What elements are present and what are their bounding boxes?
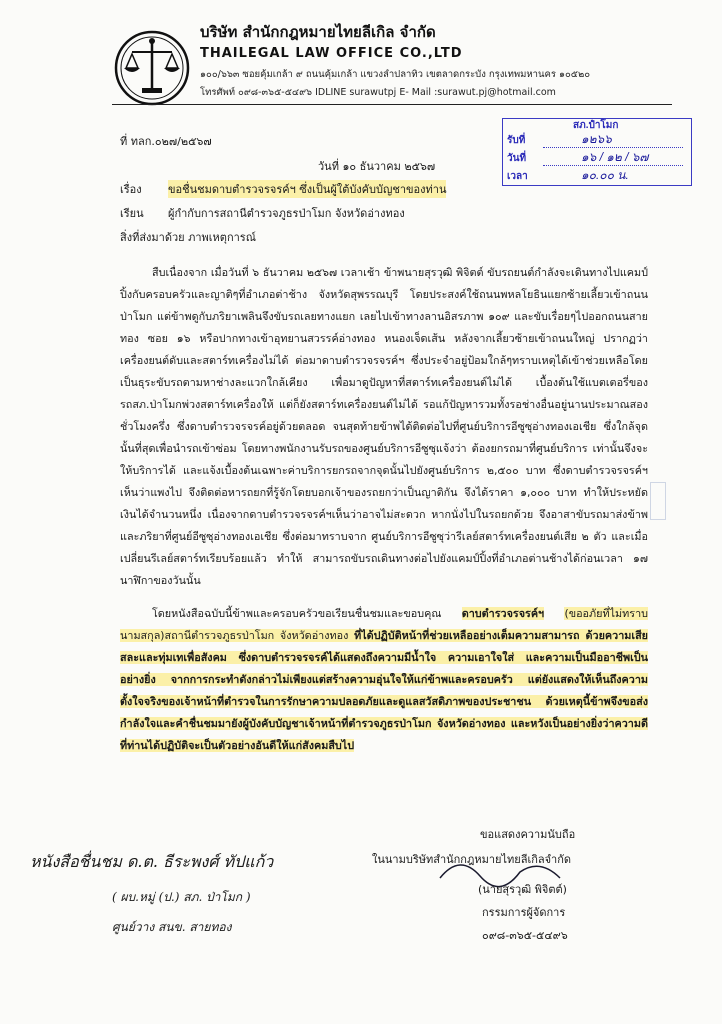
para2-lead: โดยหนังสือฉบับนี้ข้าพและครอบครัวขอเรียนชื่นชมและขอบคุณ [152, 607, 442, 620]
document-date: วันที่ ๑๐ ธันวาคม ๒๕๖๗ [318, 160, 436, 173]
company-address: ๑๐๐/๖๖๓ ซอยคุ้มเกล้า ๙ ถนนคุ้มเกล้า แขวงลำปลาทิว เขตลาดกระบัง กรุงเทพมหานคร ๑๐๕๒๐ [200, 69, 591, 80]
signer-name: (นายสุรวุฒิ พิจิตต์) [478, 883, 567, 896]
para2-officer-name: ดาบตำรวจรจรค์ฯ [461, 607, 545, 620]
attachment-line: สิ่งที่ส่งมาด้วย ภาพเหตุการณ์ [120, 231, 256, 244]
letterhead-divider [112, 104, 672, 105]
company-logo [112, 28, 192, 108]
company-name-thai: บริษัท สำนักกฎหมายไทยลีเกิล จำกัด [200, 23, 436, 41]
handwritten-note-title: หนังสือชื่นชม ด.ต. ธีระพงศ์ ทัปแก้ว [30, 852, 274, 871]
para2-praise: ที่ได้ปฏิบัติหน้าที่ช่วยเหลืออย่างเต็มความสามารถ ด้วยความเสียสละและทุ่มเทเพื่อสังคม ซึ่งดาบตำรวจรจรค์ได้แสดงถึงความมีน้ำใจ ความเอาใจใส่ และความเป็นมืออาชีพเป็นอย่างยิ่ง จากการกระทำดังกล่าวไม่เพียงแต่สร้างความอุ่นใจให้แก่ข้าพและครอบครัว แต่ยังแสดงให้เห็นถึงความตั้งใจจริงของเจ้าหน้าที่ตำรวจในการรักษาความปลอดภัยและดูแลสวัสดิภาพของประชาชน ด้วยเหตุนี้ข้าพจึงขอส่งกำลังใจและคำชื่นชมมายังผู้บังคับบัญชาเจ้าหน้าที่ตำรวจภูธรป่าโมก จังหวัดอ่างทอง และหวังเป็นอย่างยิ่งว่าความดีที่ท่านได้ปฏิบัติจะเป็นตัวอย่างอันดีให้แก่สังคมสืบไป [120, 629, 648, 752]
body-paragraph-2 [120, 603, 648, 757]
stamp-value-date: ๑๖ / ๑๒ / ๖๗ [581, 150, 649, 164]
on-behalf-line: ในนามบริษัทสำนักกฎหมายไทยลีเกิลจำกัด [372, 853, 572, 866]
faint-checkbox-mark [650, 482, 666, 520]
closing-salutation: ขอแสดงความนับถือ [480, 828, 576, 841]
subject-text: ขอชื่นชมดาบตำรวจรจรค์ฯ ซึ่งเป็นผู้ใต้บังคับบัญชาของท่าน [168, 180, 446, 198]
document-number: ที่ ทลก.๐๒๗/๒๕๖๗ [120, 135, 212, 148]
stamp-value-receipt: ๑๒๖๖ [581, 132, 612, 146]
para2-station: (ขออภัยที่ไม่ทราบนามสกุล)สถานีตำรวจภูธรป่าโมก จังหวัดอ่างทอง [120, 607, 648, 642]
subject-label: เรื่อง [120, 183, 142, 196]
signer-phone: ๐๙๘-๓๖๕-๕๔๙๖ [482, 929, 568, 942]
company-name-english: THAILEGAL LAW OFFICE CO.,LTD [200, 46, 463, 61]
recipient-text: ผู้กำกับการสถานีตำรวจภูธรป่าโมก จังหวัดอ่างทอง [168, 207, 405, 220]
stamp-label-time: เวลา [507, 171, 528, 182]
stamp-label-receipt: รับที่ [507, 135, 526, 146]
stamp-value-time: ๑๐.๐๐ น. [581, 168, 629, 182]
signer-title: กรรมการผู้จัดการ [482, 906, 566, 919]
body-paragraph-1: สืบเนื่องจาก เมื่อวันที่ ๖ ธันวาคม ๒๕๖๗ เวลาเช้า ข้าพนายสุรวุฒิ พิจิตต์ ขับรถยนต์กำลังจะเดินทางไปแคมป์ปิ้งกับครอบครัวและญาติๆที่อำเภอต่าช้าง จังหวัดสุพรรณบุรี โดยประสงค์ใช้ถนนพหลโยธินแยกซ้ายเลี้ยวเข้าถนนป่าโมก แต่ข้าพดูกับภริยาเพลินจึงขับรถเลยทางแยก เลยไปเข้าทางลานอิสรภาพ ๑๐๙ และขับเรื่อยๆไปออกถนนสายทอง ซอย ๑๖ หรือปากทางเข้าอุทยานสวรรค์อ่างทอง หนองเจ็ดเส้น หลังจากเลี้ยวซ้ายเข้าถนนใหญ่ ปรากฏว่าเครื่องยนต์ดับและสตาร์ทเครื่องไม่ได้ ต่อมาดาบตำรวจรจรค์ฯ ซึ่งประจำอยู่ป้อมใกล้ๆทราบเหตุได้เข้าช่วยเหลือโดยเป็นธุระขับรถตามหาช่างละแวกใกล้เคียง เพื่อมาดูปัญหาที่สตาร์ทเครื่องยนต์ไม่ได้ เบื้องต้นใช้แบตเตอรี่ของรถสภ.ป่าโมกพ่วงสตาร์ทเครื่องให้ แต่ก็ยังสตาร์ทเครื่องยนต์ไม่ได้ รอแก้ปัญหารวมทั้งรอช่างอื่นอยู่นานประมาณสองชั่วโมงครึ่ง ซึ่งดาบตำรวจรจรค์อยู่ด้วยตลอด จนสุดท้ายข้าพได้ติดต่อไปที่ศูนย์บริการอีซูซุอ่างทองเอเชีย ซึ่งใกล้จุดนั้นที่สุดเพื่อนำรถเข้าซ่อม โดยทางพนักงานรับรถของศูนย์บริการอีซูซุแจ้งว่า ต้องยกรถมาที่ศูนย์บริการ เท่านั้นจึงจะให้บริการได้ และแจ้งเบื้องต้นเฉพาะค่าบริการยกรถจากจุดนั้นไปยังศูนย์บริการ ๒,๕๐๐ บาท ซึ่งดาบตำรวจรจรค์ฯเห็นว่าแพงไป จึงติดต่อหารถยกที่รู้จักโดยบอกเจ้าของรถยกว่าเป็นญาติกัน จึงได้ราคา ๑,๐๐๐ บาท ทำให้ประหยัดเงินได้จำนวนหนึ่ง เนื่องจากดาบตำรวจรจรค์ฯเห็นว่าอาจไม่สะดวก หากนั่งไปในรถยกด้วย จึงอาสาขับรถมาส่งข้าพและภริยาที่ศูนย์อีซูซุอ่างทองเอเชีย ซึ่งต่อมาทราบจาก ศูนย์บริการอีซูซุว่ารีเลย์สตาร์ทเครื่องยนต์เสีย ๒ ตัว และเมื่อเปลี่ยนรีเลย์สตาร์ทเรียบร้อยแล้ว ทำให้ สามารถขับรถเดินทางต่อไปยังแคมป์ปิ้งที่อำเภอต่านช้างได้ก่อนเวลา ๑๗ นาฬิกาของวันนั้น [120, 266, 648, 587]
stamp-label-date: วันที่ [507, 153, 527, 164]
received-stamp [502, 118, 692, 186]
handwritten-note-rank: ( ผบ.หมู่ (ป.) สภ. ป่าโมก ) [112, 890, 251, 904]
company-contact: โทรศัพท์ ๐๙๘-๓๖๕-๕๔๙๖ IDLINE surawutpj E- Mail :surawut.pj@hotmail.com [200, 87, 556, 98]
recipient-label: เรียน [120, 207, 144, 220]
handwritten-note-unit: ศูนย์วาง สนข. สายทอง [112, 920, 232, 934]
stamp-title: สภ.ปำโมก [573, 120, 619, 131]
